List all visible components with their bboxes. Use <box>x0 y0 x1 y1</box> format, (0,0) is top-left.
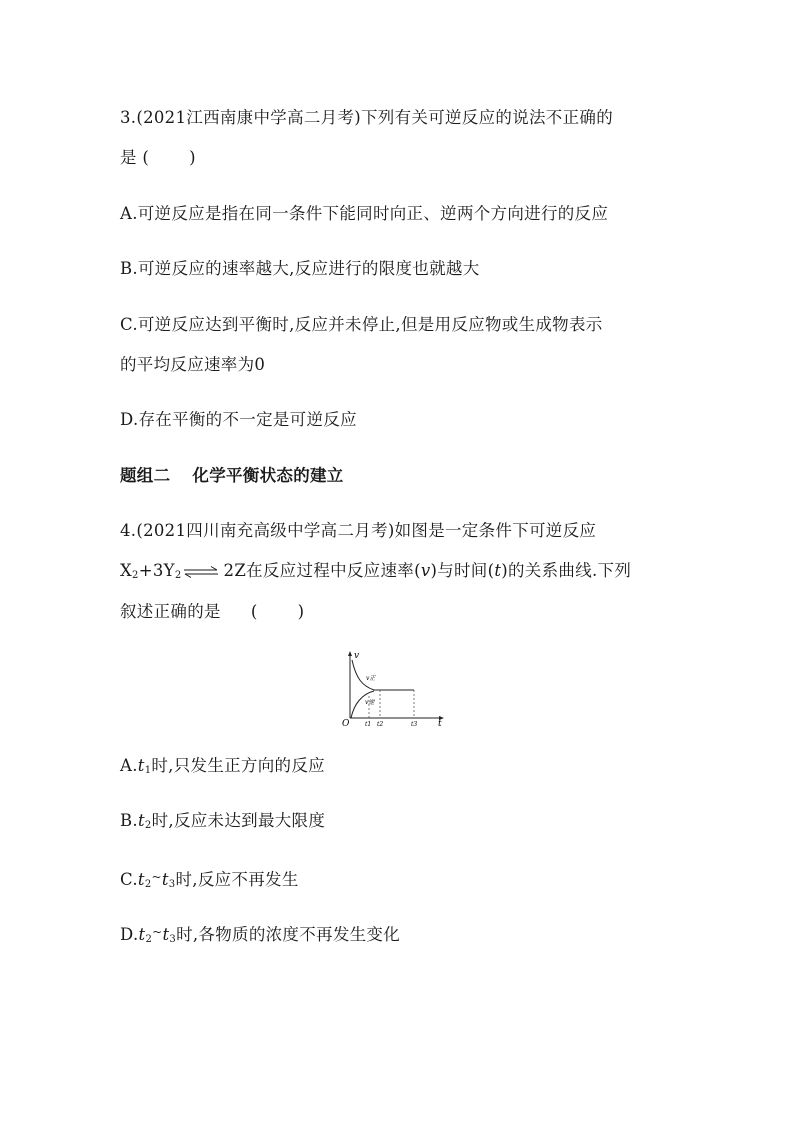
q3-stem-line1: 3.(2021江西南康中学高二月考)下列有关可逆反应的说法不正确的 <box>120 108 614 127</box>
group-heading <box>120 464 344 488</box>
q4-c-pre: C. <box>120 870 138 889</box>
q4-c-var1: t <box>137 870 145 889</box>
eq-plus-y: +3Y <box>138 561 175 580</box>
q4-option-b <box>120 809 325 833</box>
q4-c-tilde: ~ <box>151 870 162 884</box>
q4-d-pre: D. <box>120 925 139 944</box>
q4-option-a <box>120 754 325 778</box>
q4-paren-close: ) <box>297 602 305 621</box>
group-label: 题组二 <box>120 466 171 485</box>
forward-rate-curve <box>352 660 414 690</box>
group-title: 化学平衡状态的建立 <box>192 466 344 485</box>
q3-option-b: B.可逆反应的速率越大,反应进行的限度也就越大 <box>120 259 480 278</box>
q4-c-var2: t <box>161 870 169 889</box>
q4-c-sub2: 3 <box>168 879 176 890</box>
t3-label: t3 <box>411 721 418 728</box>
q4-a-post: 时,只发生正方向的反应 <box>151 756 325 775</box>
q4-stem-line1: 4.(2021四川南充高级中学高二月考)如图是一定条件下可逆反应 <box>120 521 597 540</box>
q4-d-var1: t <box>138 925 146 944</box>
q4-c-sub1: 2 <box>144 879 152 890</box>
q4-b-sub: 2 <box>144 820 152 831</box>
q4-paren-open: ( <box>250 602 258 621</box>
eq-z: 2Z <box>223 561 247 580</box>
q4-d-post: 时,各物质的浓度不再发生变化 <box>176 925 401 944</box>
eq-x: X <box>120 561 133 580</box>
q4-b-post: 时,反应未达到最大限度 <box>151 811 326 830</box>
q3-stem-line2-close: ) <box>189 148 196 167</box>
q4-b-pre: B. <box>120 811 138 830</box>
q4-a-sub: 1 <box>144 765 152 776</box>
q3-stem-line2 <box>120 146 196 170</box>
q4-option-c <box>120 865 299 892</box>
var-t: t <box>494 561 502 580</box>
eq-x-sub: 2 <box>132 570 139 581</box>
q4-a-pre: A. <box>120 756 138 775</box>
equilibrium-arrow-icon <box>184 566 218 578</box>
t1-label: t1 <box>365 721 372 728</box>
q4-d-sub2: 3 <box>169 934 177 945</box>
rate-time-graph <box>340 648 450 728</box>
q3-option-d: D.存在平衡的不一定是可逆反应 <box>120 410 357 429</box>
y-axis-label: v <box>354 651 360 661</box>
stem-text-c: )的关系曲线.下列 <box>501 561 632 580</box>
q4-stem-line3 <box>120 600 304 624</box>
q4-d-tilde: ~ <box>152 925 163 939</box>
q4-d-sub1: 2 <box>145 934 153 945</box>
q4-option-d <box>120 920 400 947</box>
q3-option-c-line2: 的平均反应速率为0 <box>120 355 266 374</box>
v-forward-label: v正 <box>366 675 376 682</box>
q4-a-var: t <box>137 756 145 775</box>
origin-label: O <box>342 719 350 728</box>
q3-option-a: A.可逆反应是指在同一条件下能同时向正、逆两个方向进行的反应 <box>120 204 609 223</box>
t2-label: t2 <box>377 721 384 728</box>
x-axis-label: t <box>438 719 442 728</box>
q4-c-post: 时,反应不再发生 <box>175 870 299 889</box>
q4-d-var2: t <box>162 925 170 944</box>
y-axis-arrow-icon <box>348 651 352 656</box>
var-v: v <box>420 561 431 580</box>
eq-y-sub: 2 <box>174 570 182 581</box>
q4-stem-line2 <box>120 559 631 583</box>
v-reverse-label: v逆 <box>365 699 375 706</box>
q4-b-var: t <box>137 811 145 830</box>
stem-text-a: 在反应过程中反应速率( <box>246 561 421 580</box>
q3-stem-line2-text: 是 ( <box>120 148 150 167</box>
q4-stem-line3-text: 叙述正确的是 <box>120 602 221 621</box>
q3-option-c-line1: C.可逆反应达到平衡时,反应并未停止,但是用反应物或生成物表示 <box>120 315 603 334</box>
stem-text-b: )与时间( <box>430 561 495 580</box>
